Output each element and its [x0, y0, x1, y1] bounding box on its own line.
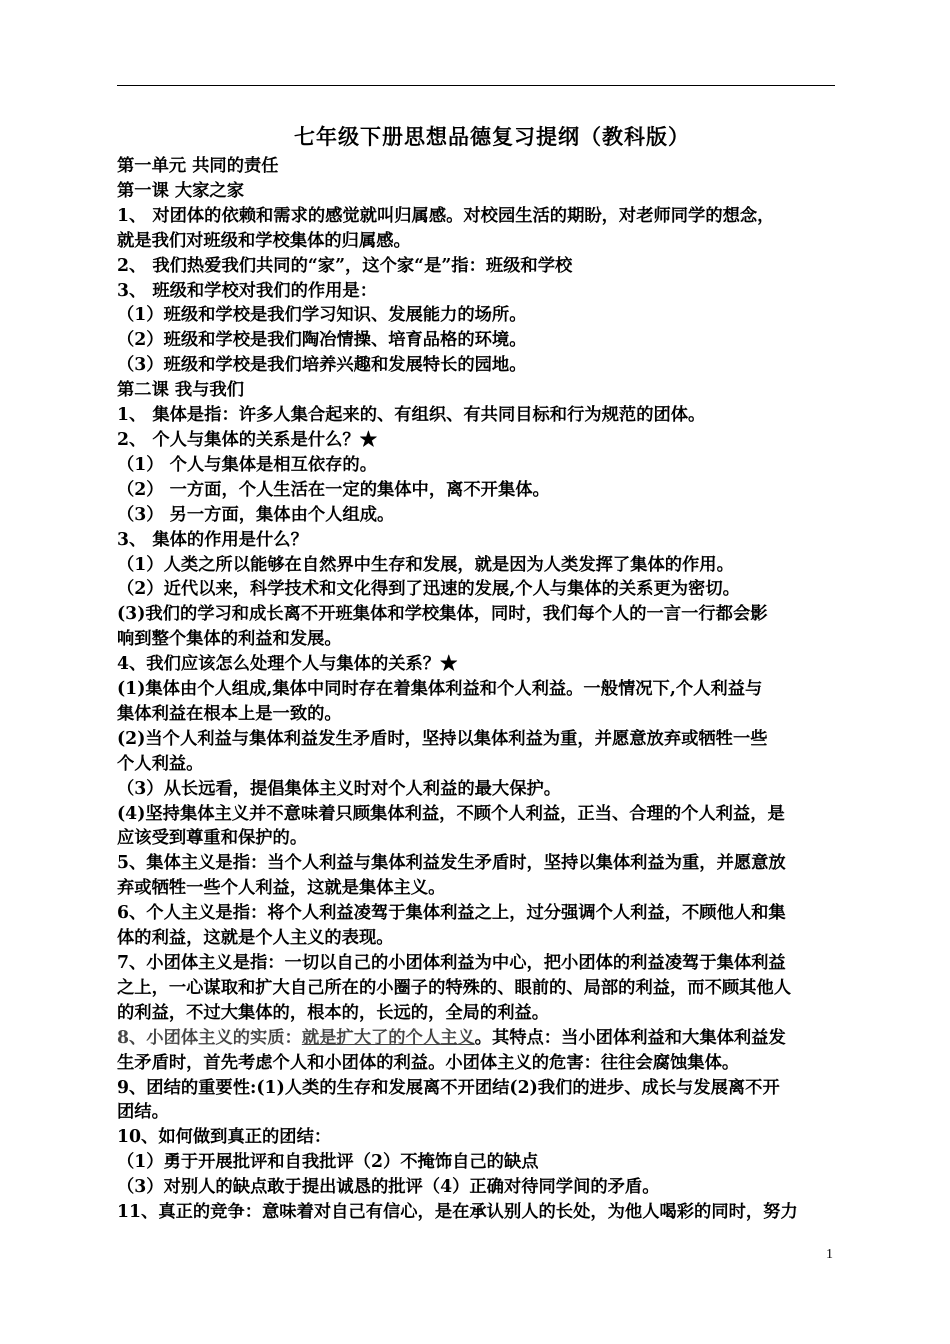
text-line: （1） 个人与集体是相互依存的。: [117, 454, 377, 475]
text-line: （2）近代以来，科学技术和文化得到了迅速的发展,个人与集体的关系更为密切。: [117, 579, 740, 600]
text-line: (4)坚持集体主义并不意味着只顾集体利益，不顾个人利益，正当、合理的个人利益，是: [117, 803, 785, 824]
text-line: 9、团结的重要性:(1)人类的生存和发展离不开团结(2)我们的进步、成长与发展离不开: [117, 1077, 780, 1098]
text-line: 的利益，不过大集体的，根本的，长远的，全局的利益。: [117, 1002, 550, 1023]
text-line: （2）班级和学校是我们陶冶情操、培育品格的环境。: [117, 330, 527, 351]
text-line: 1、 对团体的依赖和需求的感觉就叫归属感。对校园生活的期盼，对老师同学的想念，: [117, 205, 775, 226]
text-line: （1）勇于开展批评和自我批评（2）不掩饰自己的缺点: [117, 1152, 539, 1173]
text-line: 1、 集体是指：许多人集合起来的、有组织、有共同目标和行为规范的团体。: [117, 405, 706, 426]
line8-underlined: 就是扩大了的个人主义: [301, 1027, 475, 1048]
text-line: 6、个人主义是指：将个人利益凌驾于集体利益之上，过分强调个人利益，不顾他人和集: [117, 903, 786, 924]
text-line: (1)集体由个人组成,集体中同时存在着集体利益和个人利益。一般情况下,个人利益与: [117, 679, 763, 700]
text-line: 团结。: [117, 1102, 169, 1123]
text-line: 7、小团体主义是指：一切以自己的小团体利益为中心，把小团体的利益凌驾于集体利益: [117, 953, 786, 973]
text-line: 体的利益，这就是个人主义的表现。: [117, 928, 394, 949]
text-line: 3、 集体的作用是什么？: [117, 529, 308, 550]
text-line: 之上，一心谋取和扩大自己所在的小圈子的特殊的、眼前的、局部的利益，而不顾其他人: [117, 977, 791, 998]
text-line-8: [117, 1026, 837, 1051]
text-line: 2、 个人与集体的关系是什么？★: [117, 429, 377, 450]
text-line: （3）从长远看，提倡集体主义时对个人利益的最大保护。: [117, 778, 562, 799]
line8-rest: 。其特点：当小团体利益和大集体利益发: [474, 1027, 786, 1048]
text-line: 集体利益在根本上是一致的。: [117, 703, 342, 724]
lesson-heading: 第一课 大家之家: [117, 180, 244, 201]
text-line: 个人利益。: [117, 753, 204, 774]
text-line: 生矛盾时，首先考虑个人和小团体的利益。小团体主义的危害：往往会腐蚀集体。: [117, 1052, 740, 1073]
text-line: 3、 班级和学校对我们的作用是：: [117, 280, 377, 301]
unit-heading: 第一单元 共同的责任: [117, 156, 279, 176]
document-title: 七年级下册思想品德复习提纲（教科版）: [294, 124, 690, 149]
text-line: （3） 另一方面，集体由个人组成。: [117, 504, 395, 525]
text-line: 弃或牺牲一些个人利益，这就是集体主义。: [117, 878, 446, 899]
text-line: （3）班级和学校是我们培养兴趣和发展特长的园地。: [117, 355, 527, 376]
text-line: (2)当个人利益与集体利益发生矛盾时，坚持以集体利益为重，并愿意放弃或牺牲一些: [117, 728, 768, 749]
line8-lead: 8、小团体主义的实质：: [117, 1027, 302, 1048]
text-line: 响到整个集体的利益和发展。: [117, 629, 342, 650]
text-line: 11、真正的竞争：意味着对自己有信心，是在承认别人的长处，为他人喝彩的同时，努力: [117, 1202, 798, 1223]
text-line: 10、如何做到真正的团结：: [117, 1127, 332, 1148]
text-line: (3)我们的学习和成长离不开班集体和学校集体，同时，我们每个人的一言一行都会影: [117, 604, 768, 625]
text-line: 就是我们对班级和学校集体的归属感。: [117, 230, 411, 251]
header-rule: [117, 85, 835, 86]
text-line: 5、集体主义是指：当个人利益与集体利益发生矛盾时，坚持以集体利益为重，并愿意放: [117, 853, 786, 874]
page-number: 1: [826, 1247, 833, 1262]
text-line: （2） 一方面，个人生活在一定的集体中，离不开集体。: [117, 479, 550, 500]
text-line: 4、我们应该怎么处理个人与集体的关系？★: [117, 654, 458, 675]
text-line: （1）班级和学校是我们学习知识、发展能力的场所。: [117, 305, 527, 326]
text-line: 应该受到尊重和保护的。: [117, 828, 308, 849]
text-line: （3）对别人的缺点敢于提出诚恳的批评（4）正确对待同学间的矛盾。: [117, 1177, 660, 1198]
document-body: [117, 120, 837, 1225]
lesson-heading: 第二课 我与我们: [117, 380, 244, 401]
text-line: 2、 我们热爱我们共同的“家”，这个家“是”指：班级和学校: [117, 255, 573, 276]
text-line: （1）人类之所以能够在自然界中生存和发展，就是因为人类发挥了集体的作用。: [117, 554, 734, 575]
